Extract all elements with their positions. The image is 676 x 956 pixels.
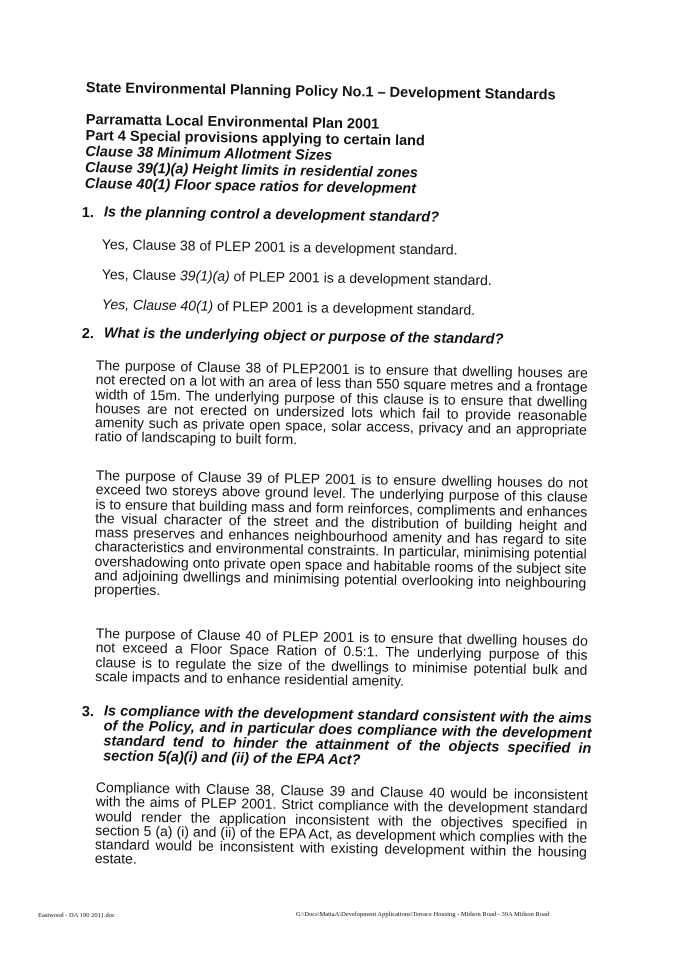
heading-clause-39: Clause 39(1)(a) Height limits in residential zones: [84, 159, 418, 182]
footer-path: G:\Docs\MattaA\Development Applications\Terrace Housing - Midson Road - 39A Midson Road: [296, 911, 550, 918]
answer-clause-38: Yes, Clause 38 of PLEP 2001 is a development standard.: [101, 236, 458, 258]
question-text: Is the planning control a development standard?: [103, 204, 440, 226]
heading-plep: Parramatta Local Environmental Plan 2001: [85, 112, 380, 133]
heading-block: [85, 112, 506, 199]
question-number: 1.: [81, 205, 95, 222]
paragraph-clause-39: The purpose of Clause 39 of PLEP 2001 is to ensure dwelling houses do not exceed two storeys above ground level. The underlying purpose of this clause is to ensure that building mass and form reinforces, compliments and enhances the visual character of the street and the distribution of building height and mass preserves and enhances neighbourhood amenity and has regard to site characteristics and environmental constraints. In particular, minimising potential overshadowing onto private open space and habitable rooms of the subject site and adjoining dwellings and minimising potential overlooking into neighbouring properties.: [93, 467, 588, 599]
question-number: 2.: [81, 326, 95, 343]
question-1: [82, 205, 592, 228]
question-text: Is compliance with the development standard consistent with the aims of the Policy, and in particular does compliance with the development standard tend to hinder the attainment of the objects specified in section 5(a)(i) and (ii) of the EPA Act?: [103, 703, 592, 769]
question-text: What is the underlying object or purpose of the standard?: [103, 325, 504, 348]
heading-clause-38: Clause 38 Minimum Allotment Sizes: [85, 143, 333, 164]
answer-clause-39: Yes, Clause 39(1)(a) of PLEP 2001 is a development standard.: [101, 266, 492, 289]
paragraph-clause-38: The purpose of Clause 38 of PLEP2001 is to ensure that dwelling houses are not erected on a lot with an area of less than 550 square metres and a frontage width of 15m. The underlying purpose of this clause is to ensure that dwelling houses are not erected on undersized lots which fail to provide reasonable amenity such as private open space, solar access, privacy and an appropriate ratio of landscaping to built form.: [94, 357, 588, 448]
heading-part4: Part 4 Special provisions applying to certain land: [85, 127, 425, 150]
question-number: 3.: [81, 704, 95, 721]
footer-filename: Eastwood - DA 190 2011.doc: [38, 912, 115, 919]
question-2: [82, 326, 592, 349]
document-title: State Environmental Planning Policy No.1 – Development Standards: [85, 80, 556, 104]
heading-clause-40: Clause 40(1) Floor space ratios for development: [84, 175, 417, 198]
paragraph-clause-40: The purpose of Clause 40 of PLEP 2001 is to ensure that dwelling houses do not exceed a Floor Space Ration of 0.5:1. The underlying purpose of this clause is to regulate the size of the dwellings to minimise potential bulk and scale impacts and to enhance residential amenity.: [95, 625, 588, 689]
answer-clause-40: Yes, Clause 40(1) of PLEP 2001 is a development standard.: [101, 296, 476, 318]
paragraph-compliance: Compliance with Clause 38, Clause 39 and Clause 40 would be inconsistent with the aims of PLEP 2001. Strict compliance with the development standard would render the application inconsistent with the objectives specified in section 5 (a) (i) and (ii) of the EPA Act, as development which complies with the standard would be inconsistent with existing development within the housing estate.: [94, 779, 588, 868]
question-3: [81, 704, 592, 772]
